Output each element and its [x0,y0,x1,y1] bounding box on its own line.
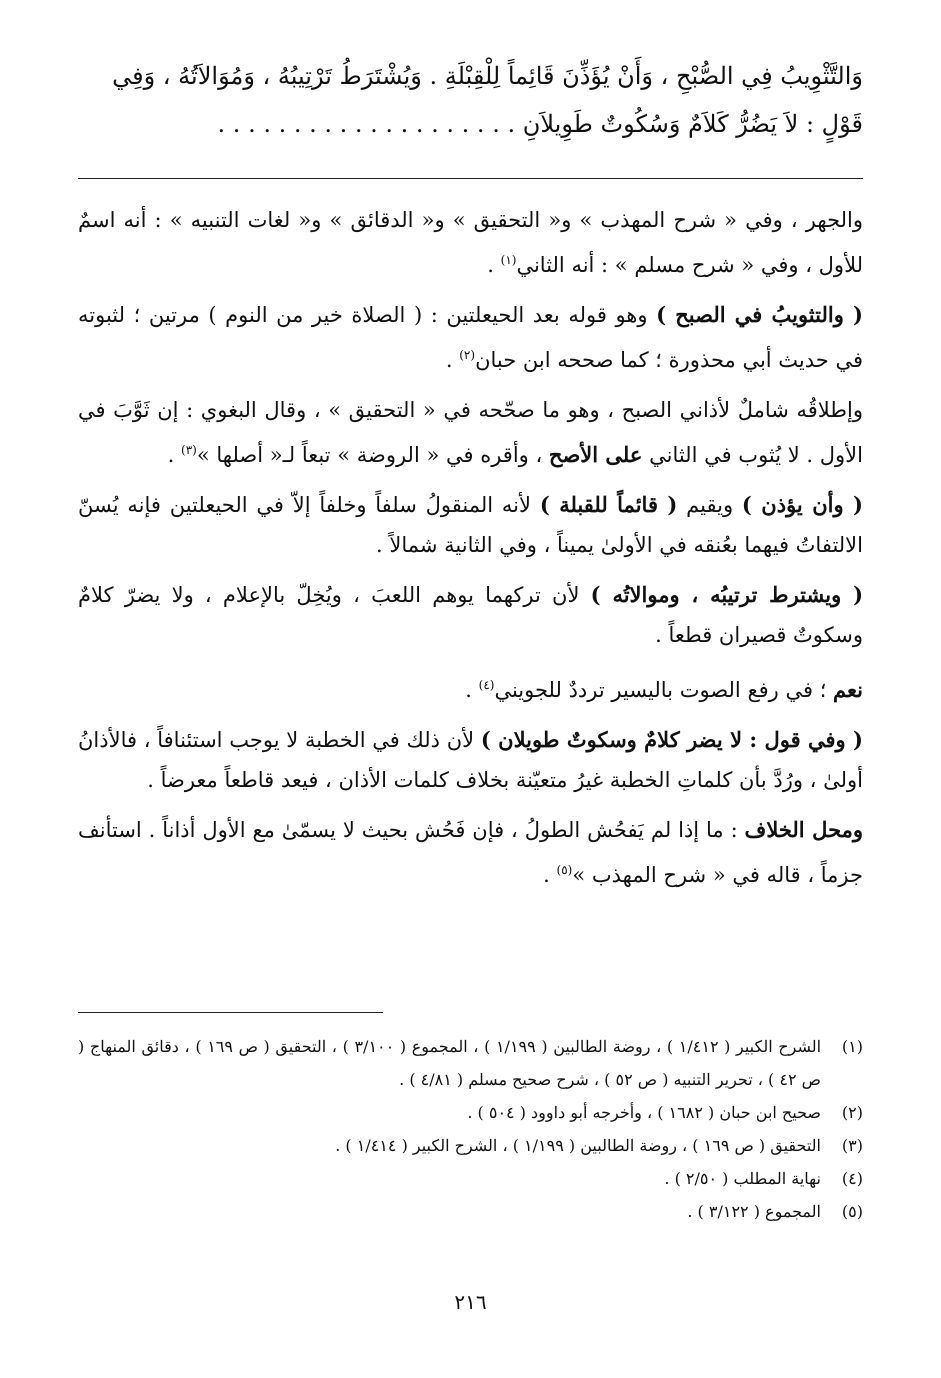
p7-text: لأن ذلك في الخطبة لا يوجب استئنافاً ، فالأذانُ أولىٰ ، ورُدَّ بأن كلماتِ الخطبة غيرُ متعيّنة بخلاف كلمات الأذان ، فيعد قاطعاً معرضاً . [78,728,863,792]
p4-lead: ( وأن يؤذن ) [741,492,863,517]
commentary-paragraph-3 [78,390,863,475]
footnotes [78,1030,863,1228]
p2-end: . [445,348,460,372]
p3-bold: على الأصح [548,442,643,467]
commentary-paragraph-2 [78,295,863,380]
p8-text: : ما إذا لم يَفحُش الطولُ ، فإن فَحُش بحيث لا يسمّىٰ مع الأول أذاناً . استأنف جزماً ، قاله في « شرح المهذب » [78,818,863,887]
commentary-paragraph-4 [78,485,863,565]
page-number: ٢١٦ [454,1290,487,1314]
footnote-text: صحيح ابن حبان ( ١٦٨٢ ) ، وأخرجه أبو داوود ( ٥٠٤ ) . [467,1103,821,1122]
footnote-ref-1: (١) [500,253,517,267]
footnote-text: نهاية المطلب ( ٢/٥٠ ) . [664,1169,821,1188]
footnote [78,1129,863,1162]
footnote-number: (٣) [841,1136,863,1155]
commentary-paragraph-5 [78,575,863,655]
footnote-ref-5: (٥) [556,863,573,877]
p4-text-b: لأنه المنقولُ سلفاً وخلفاً إلاّ في الحيعلتين فإنه يُسنّ الالتفاتُ فيهما بعُنقه في الأولىٰ يميناً ، وفي الثانية شمالاً . [78,493,863,557]
commentary-paragraph-1 [78,200,863,285]
footnote-ref-4: (٤) [478,678,495,692]
matn-line-1: وَالتَّثْوِيبُ فِي الصُّبْحِ ، وَأَنْ يُؤَذِّنَ قَائِماً لِلْقِبْلَةِ . وَيُشْتَرَطُ تَرْتِيبُهُ ، وَمُوَالاَتُهُ ، وَفِي [112,62,863,90]
p6-lead: نعم [833,677,863,702]
p2-lead: ( والتثويبُ في الصبح ) [656,302,863,327]
footnote-number: (١) [841,1037,863,1056]
matn-line-2 [78,100,863,148]
p5-text: لأن تركهما يوهم اللعبَ ، ويُخِلّ بالإعلام ، ولا يضرّ كلامٌ وسكوتٌ قصيران قطعاً . [78,583,863,647]
footnote [78,1162,863,1195]
footnote-ref-3: (٣) [181,443,197,457]
matn-dots: . . . . . . . . . . . . . . . . . . . [217,110,500,138]
p8-lead: ومحل الخلاف [744,817,864,842]
footnote-text: المجموع ( ٣/١٢٢ ) . [687,1202,821,1221]
p4-bold: ( قائماً للقبلة ) [539,492,678,517]
footnote-number: (٤) [841,1169,863,1188]
p2-text: وهو قوله بعد الحيعلتين : ( الصلاة خير من النوم ) مرتين ؛ لثبوته في حديث أبي محذورة ؛ كما صححه ابن حبان [78,303,863,372]
commentary-paragraph-6 [78,665,863,710]
p7-lead: ( وفي قول : لا يضر كلامٌ وسكوتٌ طويلان ) [480,727,863,752]
footnote [78,1096,863,1129]
p3-text-b: ، وأقره في « الروضة » تبعاً لـ« أصلها » [196,443,549,467]
p6-end: . [465,678,479,702]
p3-end: . [167,443,182,467]
footnote-number: (٥) [841,1202,863,1221]
p3-text-a: وإطلاقُه شاملٌ لأذاني الصبح ، وهو ما صحّحه في « التحقيق » ، وقال البغوي : إن ثَوَّبَ في الأول . لا يُثوب في الثاني [78,398,863,467]
p6-text: ؛ في رفع الصوت باليسير ترددٌ للجويني [494,678,834,702]
p5-lead: ( ويشترط ترتيبُه ، وموالاتُه ) [590,582,863,607]
footnote-text: التحقيق ( ص ١٦٩ ) ، روضة الطالبين ( ١/١٩٩ ) ، الشرح الكبير ( ١/٤١٤ ) . [335,1136,821,1155]
matn-line-2-text: قَوْلٍ : لاَ يَضُرُّ كَلاَمٌ وَسُكُوتٌ طَوِيلاَنِ . [507,110,863,138]
footnote-ref-2: (٢) [459,348,476,362]
commentary [78,200,863,905]
commentary-paragraph-7 [78,720,863,800]
commentary-paragraph-8 [78,810,863,895]
footnote-separator [78,1012,383,1013]
matn-separator [78,178,863,179]
p1-end: . [487,253,501,277]
p8-end: . [543,863,557,887]
footnote-number: (٢) [841,1103,863,1122]
p1-text: والجهر ، وفي « شرح المهذب » و« التحقيق » و« الدقائق » و« لغات التنبيه » : أنه اسمٌ للأول ، وفي « شرح مسلم » : أنه الثاني [78,208,863,277]
page [78,0,863,1378]
footnote [78,1030,863,1096]
footnote [78,1195,863,1228]
footnote-text: الشرح الكبير ( ١/٤١٢ ) ، روضة الطالبين ( ١/١٩٩ ) ، المجموع ( ٣/١٠٠ ) ، التحقيق ( ص ١٦٩ ) ، دقائق المنهاج ( ص ٤٢ ) ، تحرير التنبيه ( ص ٥٢ ) ، شرح صحيح مسلم ( ٤/٨١ ) . [78,1037,822,1089]
p4-text-a: ويقيم [677,493,742,517]
matn-text [78,52,863,148]
